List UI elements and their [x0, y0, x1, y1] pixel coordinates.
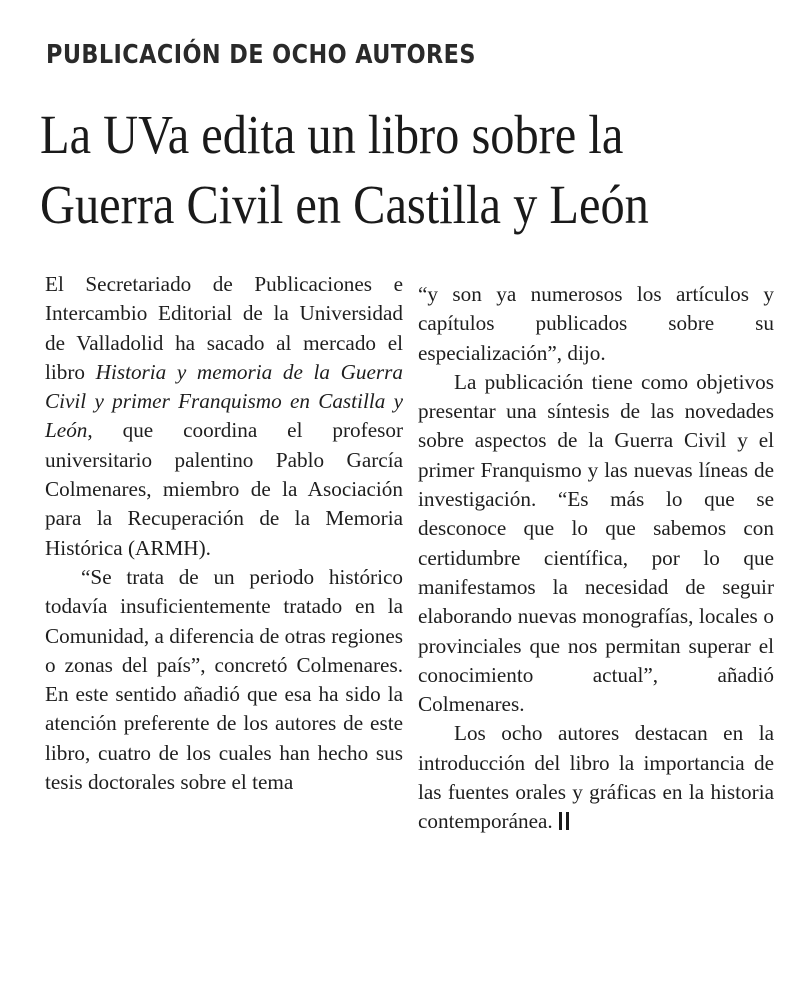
paragraph-2: “Se trata de un periodo histórico todavía insuficientemente tratado en la Comunidad, a diferencia de otras regiones o zonas del país”, concretó Colmenares. En este sentido añadió que esa ha sido la atención preferente de los autores de este libro, cuatro de los cuales han hecho sus tesis doctorales sobre el tema	[45, 564, 403, 795]
paragraph-1-rest: , que coordina el profesor universitario palentino Pablo García Colmenares, miembro de la Asociación para la Recuperación de la Memoria Histórica (ARMH).	[45, 418, 403, 560]
paragraph-1	[45, 270, 403, 563]
article-headline	[40, 100, 691, 240]
headline-line-2: Guerra Civil en Castilla y León	[40, 174, 649, 235]
article-kicker: PUBLICACIÓN DE OCHO AUTORES	[46, 40, 476, 70]
paragraph-5-text: Los ocho autores destacan en la introducción del libro la importancia de las fuentes orales y gráficas en la historia contemporánea.	[418, 721, 774, 834]
book-title: Historia y memoria de la Guerra Civil y primer Franquismo en Castilla y León	[45, 359, 403, 443]
paragraph-3: “y son ya numerosos los artículos y capítulos publicados sobre su especialización”, dijo.	[418, 282, 774, 365]
headline-line-1: La UVa edita un libro sobre la	[40, 104, 624, 165]
article-column-right	[418, 280, 774, 837]
paragraph-1-lead: El Secretariado de Publicaciones e Intercambio Editorial de la Universidad de Valladolid ha sacado al mercado el libro	[45, 272, 403, 384]
paragraph-4: La publicación tiene como objetivos presentar una síntesis de las novedades sobre aspectos de la Guerra Civil y el primer Franquismo y las nuevas líneas de investigación. “Es más lo que se desconoce que lo que sabemos con certidumbre científica, por lo que manifestamos la necesidad de seguir elaborando nuevas monografías, locales o provinciales que nos permitan superar el conocimiento actual”, añadió Colmenares.	[418, 369, 774, 717]
article-column-left	[45, 270, 403, 797]
end-of-article-mark	[559, 812, 569, 830]
paragraph-5	[418, 719, 774, 836]
